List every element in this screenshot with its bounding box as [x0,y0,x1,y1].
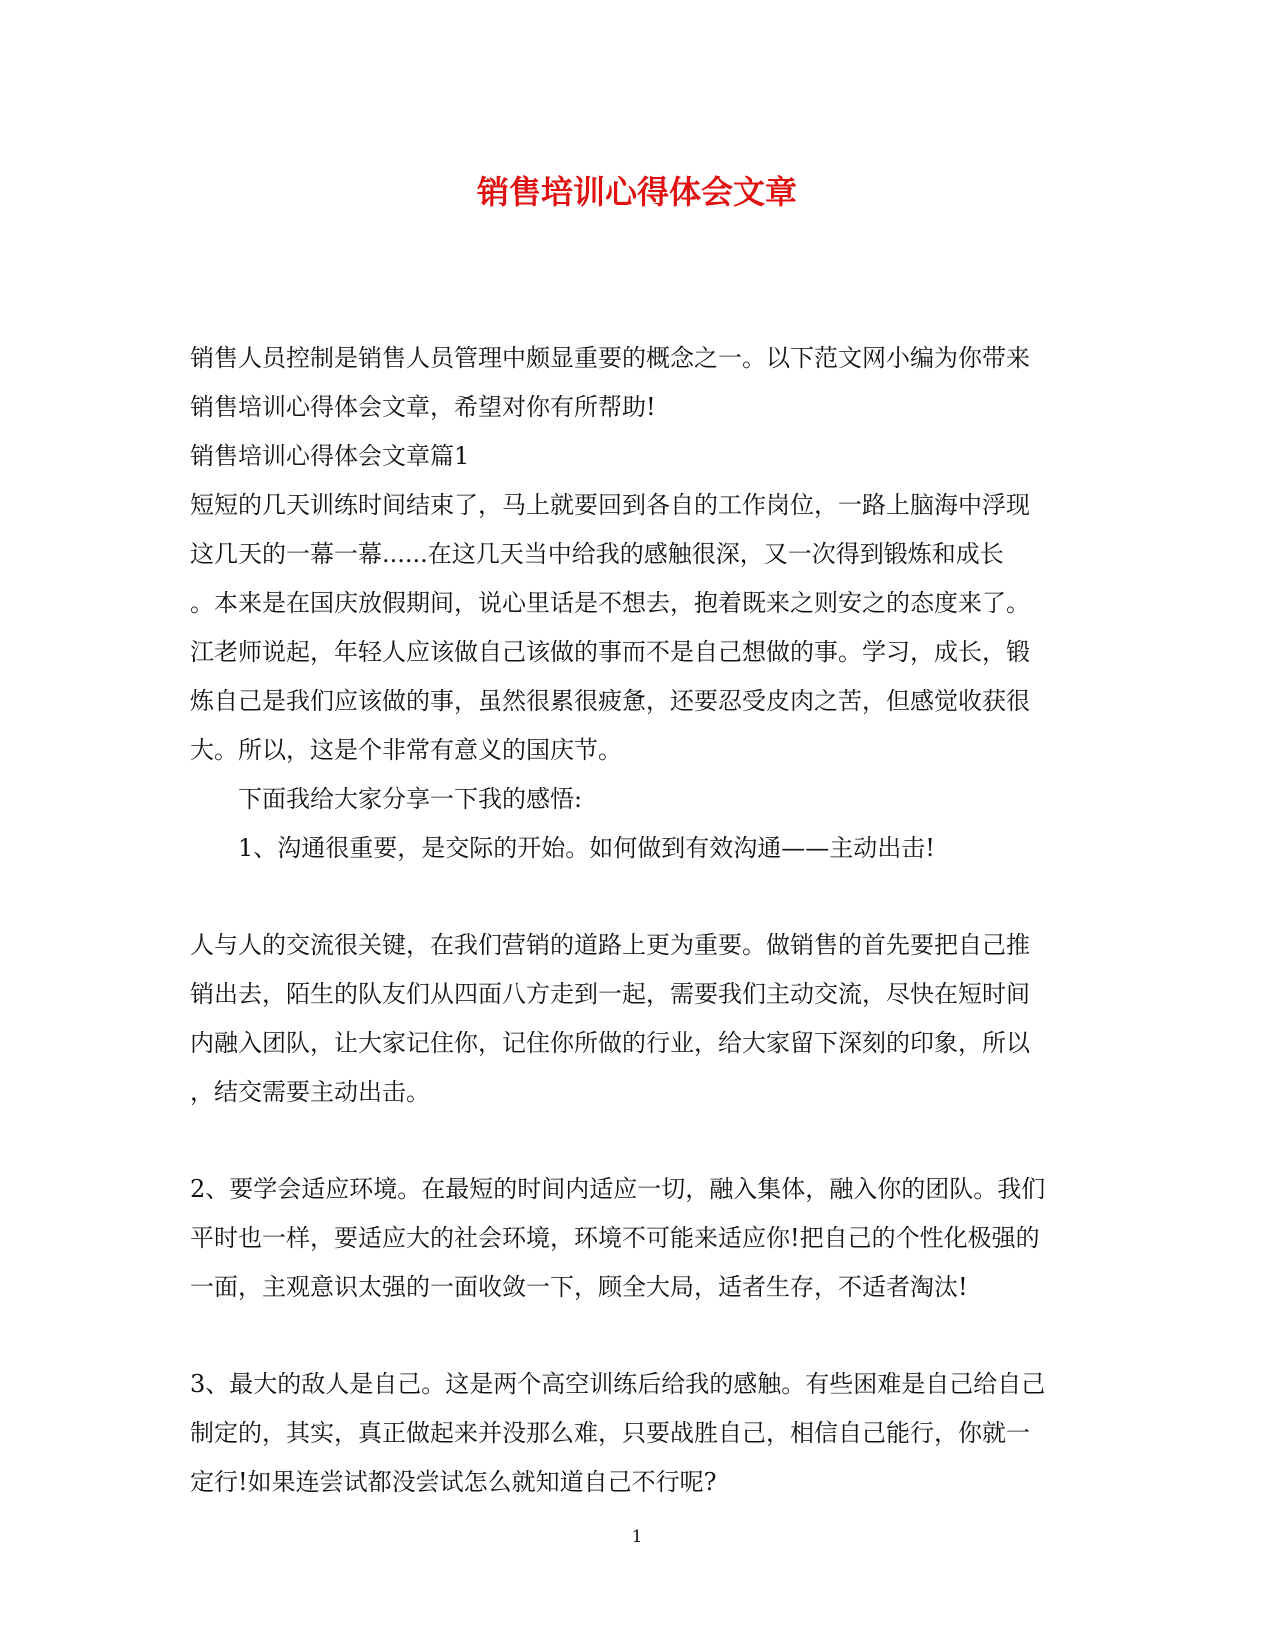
body-line: 。本来是在国庆放假期间，说心里话是不想去，抱着既来之则安之的态度来了。 [190,589,1030,617]
page-number: 1 [631,1527,643,1547]
body-line: 江老师说起，年轻人应该做自己该做的事而不是自己想做的事。学习，成长，锻 [190,638,1030,666]
section-heading: 销售培训心得体会文章篇1 [190,442,470,470]
body-line: 一面，主观意识太强的一面收敛一下，顾全大局，适者生存，不适者淘汰! [190,1273,968,1301]
list-item-heading: 3、最大的敌人是自己。这是两个高空训练后给我的感触。有些困难是自己给自己 [190,1370,1046,1398]
body-line: 定行!如果连尝试都没尝试怎么就知道自己不行呢? [190,1468,717,1496]
paragraph-gap [190,1312,1080,1360]
body-line: 销售人员控制是销售人员管理中颇显重要的概念之一。以下范文网小编为你带来 [190,344,1030,372]
body-line: 这几天的一幕一幕......在这几天当中给我的感触很深，又一次得到锻炼和成长 [190,540,1004,568]
body-line: 人与人的交流很关键，在我们营销的道路上更为重要。做销售的首先要把自己推 [190,931,1030,959]
paragraph-gap [190,1117,1080,1165]
document-title: 销售培训心得体会文章 [476,173,797,211]
body-line: ，结交需要主动出击。 [190,1078,430,1106]
body-line: 制定的，其实，真正做起来并没那么难，只要战胜自己，相信自己能行，你就一 [190,1419,1030,1447]
body-line: 短短的几天训练时间结束了，马上就要回到各自的工作岗位，一路上脑海中浮现 [190,491,1030,519]
body-line: 销售培训心得体会文章，希望对你有所帮助! [190,393,656,421]
body-line: 平时也一样，要适应大的社会环境，环境不可能来适应你!把自己的个性化极强的 [190,1224,1040,1252]
body-line: 下面我给大家分享一下我的感悟: [238,785,583,813]
document-body [190,334,1080,1507]
body-line: 炼自己是我们应该做的事，虽然很累很疲惫，还要忍受皮肉之苦，但感觉收获很 [190,687,1030,715]
list-item-heading: 2、要学会适应环境。在最短的时间内适应一切，融入集体，融入你的团队。我们 [190,1175,1046,1203]
body-line: 大。所以，这是个非常有意义的国庆节。 [190,736,622,764]
body-line: 内融入团队，让大家记住你，记住你所做的行业，给大家留下深刻的印象，所以 [190,1029,1030,1057]
paragraph-gap [190,873,1080,921]
body-line: 销出去，陌生的队友们从四面八方走到一起，需要我们主动交流，尽快在短时间 [190,980,1030,1008]
list-item-heading: 1、沟通很重要，是交际的开始。如何做到有效沟通——主动出击! [238,834,935,862]
